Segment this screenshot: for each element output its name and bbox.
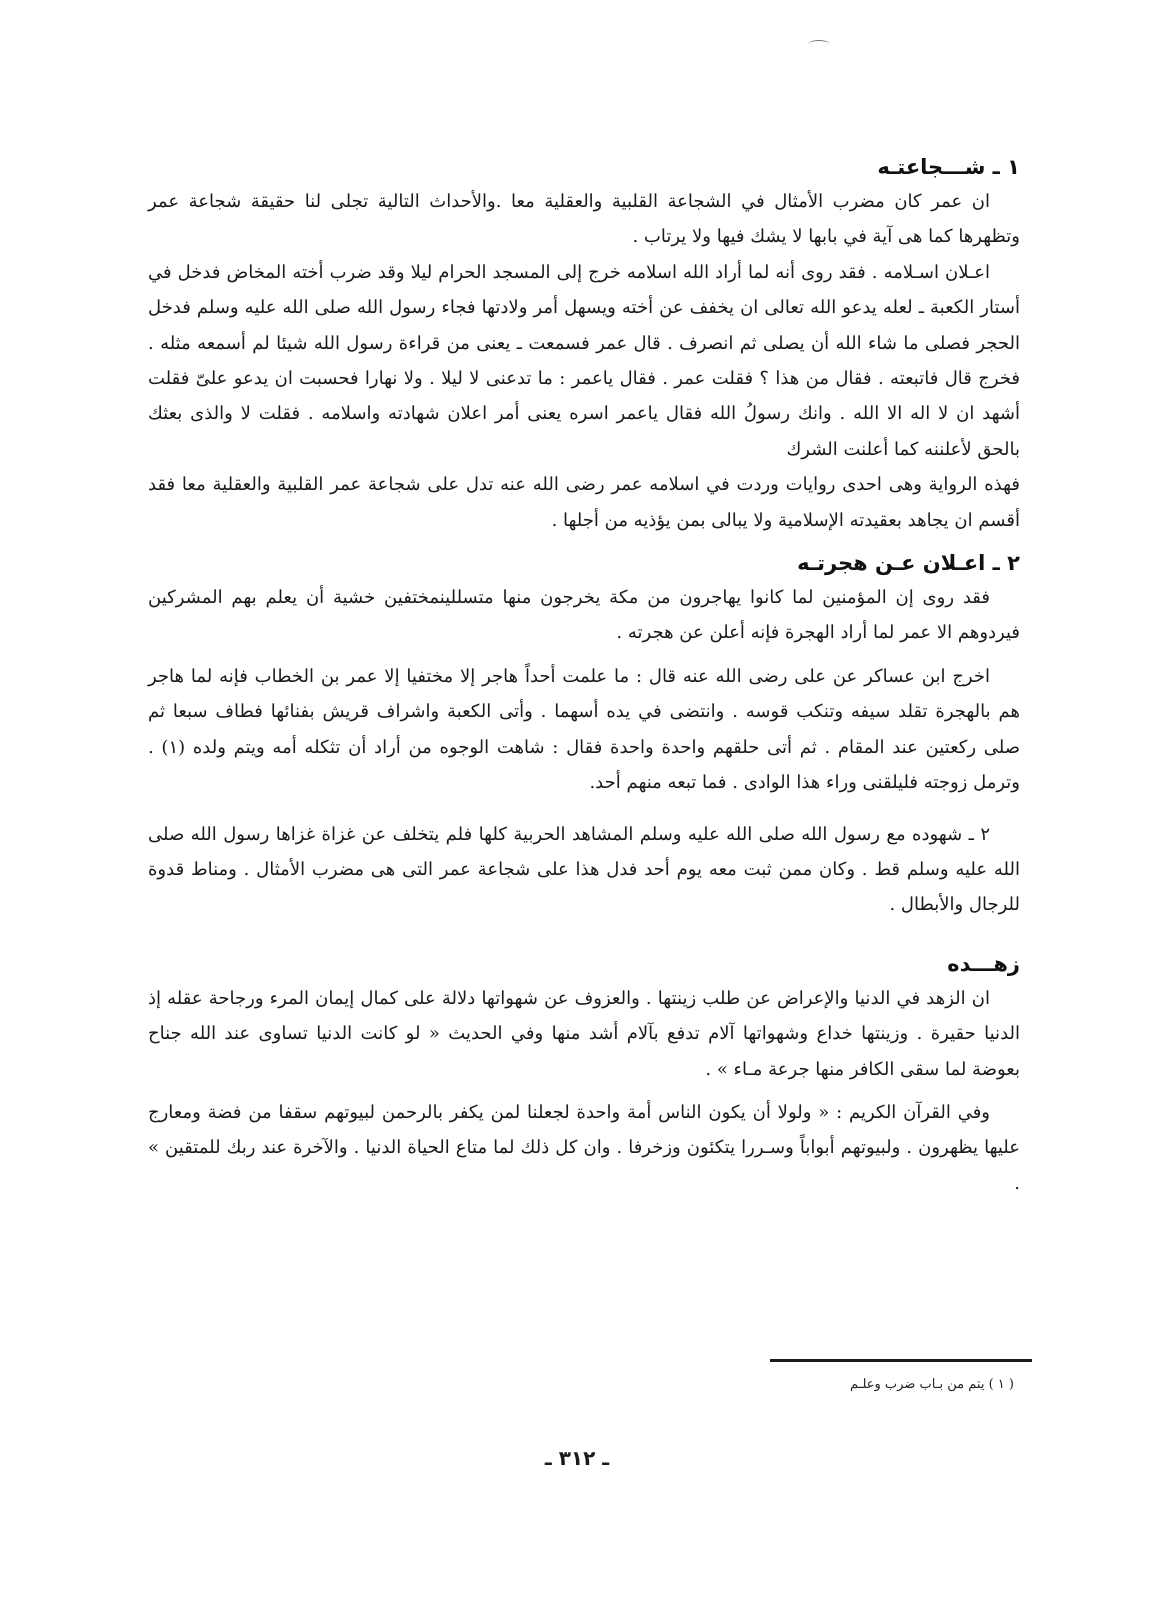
paragraph-battles: ٢ ـ شهوده مع رسول الله صلى الله عليه وسلم المشاهد الحربية كلها فلم يتخلف عن غزاة غزاها رسول الله صلى الله عليه وسلم قط . وكان ممن ثبت معه يوم أحد فدل هذا على شجاعة عمر التى هى مضرب الأمثال . ومناط قدوة للرجال والأبطال . [148, 823, 1020, 916]
scan-mark [808, 40, 830, 49]
paragraph-asceticism: ان الزهد في الدنيا والإعراض عن طلب زينتها . والعزوف عن شهواتها دلالة على كمال إيمان المرء ورجاحة عقله إذ الدنيا حقيرة . وزينتها خداع وشهواتها آلام تدفع بآلام أشد منها وفي الحديث « لو كانت الدنيا تساوى عند الله جناح بعوضة لما سقى الكافر منها جرعة مـاء » . [148, 987, 1020, 1080]
paragraph-courage-intro: ان عمر كان مضرب الأمثال في الشجاعة القلبية والعقلية معا .والأحداث التالية تجلى لنا حقيقة شجاعة عمر وتظهرها كما هى آية في بابها لا يشك فيها ولا يرتاب . [148, 191, 1020, 248]
footnote-rule [770, 1359, 1032, 1362]
paragraph-quran-quote: وفي القرآن الكريم : « ولولا أن يكون الناس أمة واحدة لجعلنا لمن يكفر بالرحمن لبيوتهم سقفا من فضة ومعارج عليها يظهرون . ولبيوتهم أبواباً وسـررا يتكئون وزخرفا . وان كل ذلك لما متاع الحياة الدنيا . والآخرة عند ربك للمتقين » . [148, 1101, 1020, 1194]
section-heading-hijra: ٢ ـ اعـلان عـن هجرتـه [797, 551, 1020, 576]
section-heading-courage: ١ ـ شـــجاعتـه [877, 155, 1020, 179]
paragraph-islam-announcement: اعـلان اسـلامه . فقد روى أنه لما أراد الله اسلامه خرج إلى المسجد الحرام ليلا وقد ضرب أخته المخاض فدخل في أستار الكعبة ـ لعله يدعو الله تعالى ان يخفف عن أخته ويسهل أمر ولادتها فجاء رسول الله صلى الله عليه وسلم فدخل الحجر فصلى ما شاء الله أن يصلى ثم انصرف . قال عمر فسمعت ـ يعنى من قراءة رسول الله شيئا لم أسمعه مثله . فخرج قال فاتبعته . فقال من هذا ؟ فقلت عمر . فقال ياعمر : ما تدعنى لا ليلا . ولا نهارا فحسبت ان يدعو علىّ فقلت أشهد ان لا اله الا الله . وانك رسولُ الله فقال ياعمر اسره يعنى أمر اعلان شهادته واسلامه . فقلت لا والذى بعثك بالحق لأعلننه كما أعلنت الشرك [148, 261, 1020, 460]
paragraph-ibn-asakir: اخرج ابن عساكر عن على رضى الله عنه قال : ما علمت أحداً هاجر إلا مختفيا إلا عمر بن الخطاب فإنه لما هاجر هم بالهجرة تقلد سيفه وتنكب قوسه . وانتضى في يده أسهما . وأتى الكعبة واشراف قريش بفنائها فطاف سبعا ثم صلى ركعتين عند المقام . ثم أتى حلقهم واحدة واحدة فقال : شاهت الوجوه من أراد أن تثكله أمه ويتم ولده (١) . وترمل زوجته فليلقنى وراء هذا الوادى . فما تبعه منهم أحد. [148, 665, 1020, 794]
section-heading-asceticism: زهـــده [947, 951, 1020, 976]
footnote: ( ١ ) يتم من بـاب ضرب وعلـم [850, 1377, 1014, 1392]
paragraph-hijra-intro: فقد روى إن المؤمنين لما كانوا يهاجرون من مكة يخرجون منها متسللينمختفين خشية أن يعلم بهم المشركين فيردوهم الا عمر لما أراد الهجرة فإنه أعلن عن هجرته . [148, 587, 1020, 644]
page-body [148, 150, 1020, 1201]
page-number: ـ ٣١٢ ـ [544, 1446, 610, 1470]
paragraph-courage-conclusion: فهذه الرواية وهى احدى روايات وردت في اسلامه عمر رضى الله عنه تدل على شجاعة عمر القلبية والعقلية معا فقد أقسم ان يجاهد بعقيدته الإسلامية ولا يبالى بمن يؤذيه من أجلها . [148, 474, 1020, 531]
